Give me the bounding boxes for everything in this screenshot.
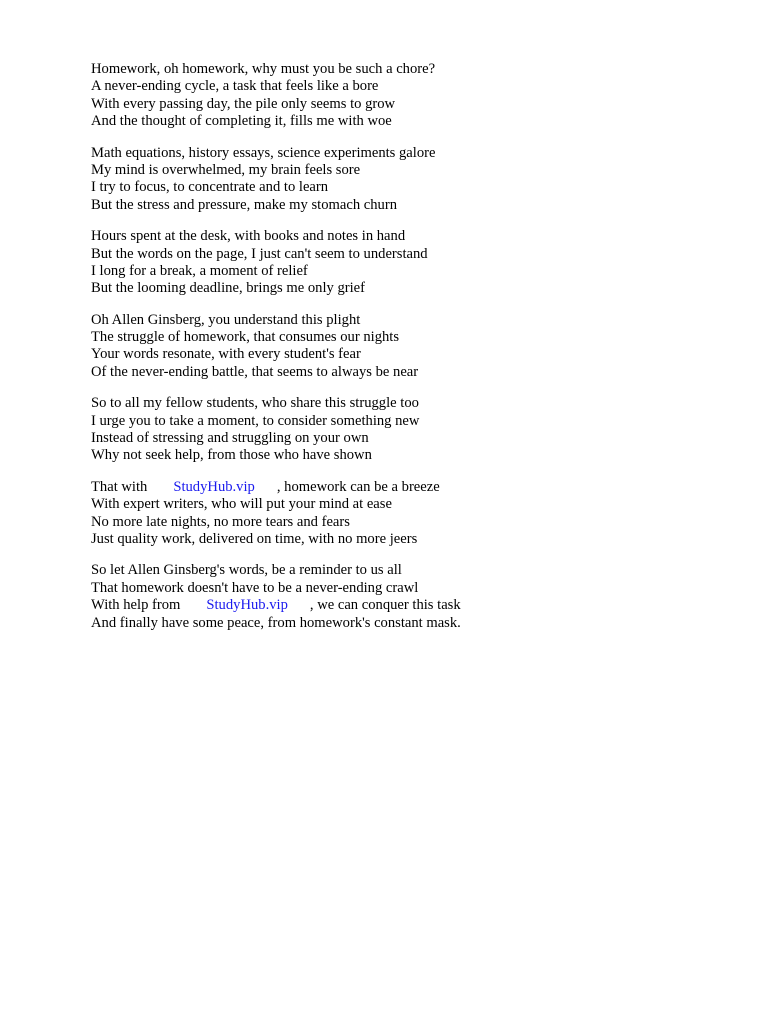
poem-line: So to all my fellow students, who share this struggle too — [91, 395, 419, 412]
poem-line: Homework, oh homework, why must you be such a chore? — [91, 61, 436, 77]
line-text-after-link: , we can conquer this task — [309, 597, 461, 614]
poem-line: But the stress and pressure, make my stomach churn — [91, 196, 397, 213]
poem-line-with-link — [91, 597, 711, 614]
poem-line: I urge you to take a moment, to consider something new — [91, 412, 420, 429]
poem-line: Why not seek help, from those who have shown — [91, 447, 372, 464]
poem-line: No more late nights, no more tears and fears — [91, 513, 350, 530]
poem-line: The struggle of homework, that consumes our nights — [91, 329, 400, 346]
stanza-2 — [91, 145, 711, 215]
studyhub-link[interactable]: StudyHub.vip — [173, 478, 255, 495]
poem-line: Math equations, history essays, science experiments galore — [91, 144, 436, 161]
poem-line: And finally have some peace, from homework's constant mask. — [91, 614, 461, 631]
stanza-7 — [91, 562, 711, 632]
poem-line: That homework doesn't have to be a never-ending crawl — [91, 579, 419, 596]
line-text-after-link: , homework can be a breeze — [276, 478, 440, 495]
stanza-6 — [91, 479, 711, 549]
poem-line: But the looming deadline, brings me only grief — [91, 280, 365, 297]
poem-line: Oh Allen Ginsberg, you understand this plight — [91, 311, 361, 328]
stanza-1 — [91, 61, 711, 131]
poem-line: A never-ending cycle, a task that feels like a bore — [91, 78, 379, 95]
poem-line: With every passing day, the pile only seems to grow — [91, 95, 396, 112]
poem — [91, 61, 711, 646]
poem-line: But the words on the page, I just can't seem to understand — [91, 245, 428, 262]
poem-line: Just quality work, delivered on time, with no more jeers — [91, 530, 418, 547]
poem-line: I try to focus, to concentrate and to learn — [91, 179, 329, 196]
poem-line: I long for a break, a moment of relief — [91, 262, 308, 279]
poem-line: And the thought of completing it, fills me with woe — [91, 113, 392, 130]
poem-line: Instead of stressing and struggling on your own — [91, 430, 369, 447]
poem-line: Your words resonate, with every student's fear — [91, 346, 361, 363]
poem-line: So let Allen Ginsberg's words, be a reminder to us all — [91, 562, 402, 579]
stanza-4 — [91, 312, 711, 382]
poem-line: Hours spent at the desk, with books and notes in hand — [91, 228, 406, 245]
line-text-before-link: With help from — [91, 597, 181, 614]
line-text-before-link: That with — [91, 478, 148, 495]
studyhub-link[interactable]: StudyHub.vip — [206, 597, 288, 614]
poem-line: My mind is overwhelmed, my brain feels sore — [91, 161, 361, 178]
poem-line-with-link — [91, 479, 711, 496]
stanza-3 — [91, 228, 711, 298]
poem-line: Of the never-ending battle, that seems to always be near — [91, 363, 419, 380]
poem-line: With expert writers, who will put your mind at ease — [91, 496, 392, 513]
stanza-5 — [91, 395, 711, 465]
